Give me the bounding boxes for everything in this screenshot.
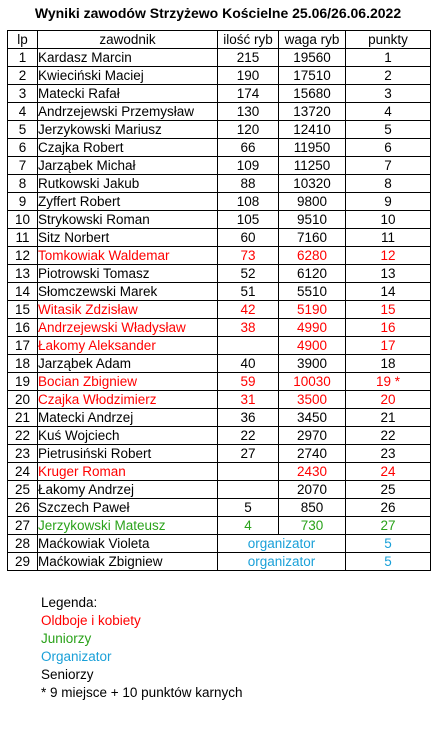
table-row (8, 481, 431, 499)
row-lp: 25 (8, 481, 38, 499)
legend-senior: Seniorzy (41, 667, 94, 682)
table-row (8, 211, 431, 229)
row-lp: 10 (8, 211, 38, 229)
row-name: Matecki Rafał (38, 85, 218, 103)
table-row (8, 157, 431, 175)
row-name: Zyffert Robert (38, 193, 218, 211)
row-fish-weight: 6280 (279, 247, 346, 265)
row-points: 22 (346, 427, 431, 445)
row-lp: 6 (8, 139, 38, 157)
row-fish-weight: 12410 (279, 121, 346, 139)
row-fish-count: 5 (218, 499, 279, 517)
row-lp: 22 (8, 427, 38, 445)
row-name: Bocian Zbigniew (38, 373, 218, 391)
table-row (8, 445, 431, 463)
row-fish-weight: 9800 (279, 193, 346, 211)
row-lp: 7 (8, 157, 38, 175)
row-fish-weight: 15680 (279, 85, 346, 103)
row-name: Czajka Włodzimierz (38, 391, 218, 409)
row-name: Czajka Robert (38, 139, 218, 157)
row-fish-weight: 730 (279, 517, 346, 535)
row-points: 11 (346, 229, 431, 247)
row-name: Maćkowiak Zbigniew (38, 553, 218, 571)
row-lp: 29 (8, 553, 38, 571)
table-row (8, 499, 431, 517)
legend (41, 594, 242, 702)
row-fish-count: 88 (218, 175, 279, 193)
row-name: Kardasz Marcin (38, 49, 218, 67)
column-header-fish-count: ilość ryb (218, 31, 279, 49)
row-lp: 8 (8, 175, 38, 193)
row-fish-count: 36 (218, 409, 279, 427)
row-organizer-label: organizator (218, 553, 346, 571)
row-lp: 12 (8, 247, 38, 265)
row-lp: 20 (8, 391, 38, 409)
row-points: 5 (346, 535, 431, 553)
row-points: 21 (346, 409, 431, 427)
results-body (8, 49, 431, 571)
table-row (8, 229, 431, 247)
table-row (8, 247, 431, 265)
legend-note: * 9 miejsce + 10 punktów karnych (41, 685, 243, 700)
row-fish-weight: 2430 (279, 463, 346, 481)
row-fish-weight: 11250 (279, 157, 346, 175)
row-fish-weight: 6120 (279, 265, 346, 283)
row-fish-count: 174 (218, 85, 279, 103)
row-name: Piotrowski Tomasz (38, 265, 218, 283)
row-name: Andrzejewski Władysław (38, 319, 218, 337)
row-points: 18 (346, 355, 431, 373)
row-lp: 27 (8, 517, 38, 535)
row-points: 3 (346, 85, 431, 103)
row-lp: 17 (8, 337, 38, 355)
column-header-name: zawodnik (38, 31, 218, 49)
row-fish-count: 120 (218, 121, 279, 139)
row-lp: 11 (8, 229, 38, 247)
row-lp: 15 (8, 301, 38, 319)
table-row (8, 355, 431, 373)
row-lp: 2 (8, 67, 38, 85)
table-row (8, 301, 431, 319)
row-fish-count: 66 (218, 139, 279, 157)
row-fish-weight: 4990 (279, 319, 346, 337)
row-points: 8 (346, 175, 431, 193)
row-fish-count: 59 (218, 373, 279, 391)
row-fish-weight: 3500 (279, 391, 346, 409)
table-row (8, 373, 431, 391)
row-fish-count: 42 (218, 301, 279, 319)
legend-oldboy: Oldboje i kobiety (41, 613, 141, 628)
table-row (8, 409, 431, 427)
row-fish-count (218, 481, 279, 499)
row-points: 9 (346, 193, 431, 211)
row-points: 13 (346, 265, 431, 283)
row-points: 15 (346, 301, 431, 319)
table-row (8, 463, 431, 481)
row-points: 26 (346, 499, 431, 517)
row-lp: 9 (8, 193, 38, 211)
row-name: Sitz Norbert (38, 229, 218, 247)
row-points: 23 (346, 445, 431, 463)
row-points: 1 (346, 49, 431, 67)
row-fish-weight: 2070 (279, 481, 346, 499)
row-points: 7 (346, 157, 431, 175)
row-lp: 18 (8, 355, 38, 373)
row-fish-weight: 7160 (279, 229, 346, 247)
row-name: Kruger Roman (38, 463, 218, 481)
row-lp: 23 (8, 445, 38, 463)
row-name: Kuś Wojciech (38, 427, 218, 445)
row-name: Maćkowiak Violeta (38, 535, 218, 553)
row-points: 27 (346, 517, 431, 535)
row-lp: 26 (8, 499, 38, 517)
row-lp: 3 (8, 85, 38, 103)
row-points: 12 (346, 247, 431, 265)
row-lp: 1 (8, 49, 38, 67)
column-header-fish-weight: waga ryb (279, 31, 346, 49)
row-name: Szczech Paweł (38, 499, 218, 517)
row-points: 5 (346, 553, 431, 571)
results-table (7, 30, 431, 571)
row-fish-weight: 9510 (279, 211, 346, 229)
row-fish-weight: 17510 (279, 67, 346, 85)
row-fish-count: 52 (218, 265, 279, 283)
table-row (8, 139, 431, 157)
row-organizer-label: organizator (218, 535, 346, 553)
row-name: Jarząbek Adam (38, 355, 218, 373)
table-row (8, 121, 431, 139)
row-points: 10 (346, 211, 431, 229)
table-row (8, 535, 431, 553)
column-header-points: punkty (346, 31, 431, 49)
row-fish-count: 130 (218, 103, 279, 121)
row-name: Andrzejewski Przemysław (38, 103, 218, 121)
row-name: Łakomy Aleksander (38, 337, 218, 355)
row-fish-count: 27 (218, 445, 279, 463)
row-fish-weight: 10320 (279, 175, 346, 193)
row-name: Jerzykowski Mateusz (38, 517, 218, 535)
row-points: 16 (346, 319, 431, 337)
row-lp: 4 (8, 103, 38, 121)
row-fish-weight: 2970 (279, 427, 346, 445)
row-fish-count: 190 (218, 67, 279, 85)
row-fish-count: 215 (218, 49, 279, 67)
row-points: 25 (346, 481, 431, 499)
column-header-lp: lp (8, 31, 38, 49)
table-row (8, 67, 431, 85)
table-row (8, 193, 431, 211)
row-points: 17 (346, 337, 431, 355)
row-fish-count: 4 (218, 517, 279, 535)
row-fish-weight: 4900 (279, 337, 346, 355)
page-title: Wyniki zawodów Strzyżewo Kościelne 25.06/26.06.2022 (34, 5, 402, 21)
row-fish-weight: 19560 (279, 49, 346, 67)
table-header-row (8, 31, 431, 49)
row-name: Pietrusiński Robert (38, 445, 218, 463)
table-row (8, 319, 431, 337)
row-fish-weight: 11950 (279, 139, 346, 157)
row-points: 14 (346, 283, 431, 301)
row-points: 2 (346, 67, 431, 85)
row-fish-weight: 850 (279, 499, 346, 517)
row-name: Strykowski Roman (38, 211, 218, 229)
row-points: 6 (346, 139, 431, 157)
row-lp: 16 (8, 319, 38, 337)
row-fish-count: 108 (218, 193, 279, 211)
row-fish-weight: 5190 (279, 301, 346, 319)
row-fish-count: 105 (218, 211, 279, 229)
row-fish-count: 38 (218, 319, 279, 337)
table-row (8, 265, 431, 283)
row-lp: 13 (8, 265, 38, 283)
row-lp: 14 (8, 283, 38, 301)
row-fish-weight: 5510 (279, 283, 346, 301)
row-fish-weight: 2740 (279, 445, 346, 463)
row-fish-count: 22 (218, 427, 279, 445)
row-name: Jerzykowski Mariusz (38, 121, 218, 139)
row-fish-weight: 3900 (279, 355, 346, 373)
row-lp: 28 (8, 535, 38, 553)
row-points: 20 (346, 391, 431, 409)
row-points: 5 (346, 121, 431, 139)
table-row (8, 103, 431, 121)
row-name: Łakomy Andrzej (38, 481, 218, 499)
row-name: Jarząbek Michał (38, 157, 218, 175)
row-fish-count (218, 463, 279, 481)
table-row (8, 283, 431, 301)
row-name: Tomkowiak Waldemar (38, 247, 218, 265)
row-fish-count: 73 (218, 247, 279, 265)
row-name: Słomczewski Marek (38, 283, 218, 301)
row-fish-weight: 3450 (279, 409, 346, 427)
table-row (8, 427, 431, 445)
row-lp: 21 (8, 409, 38, 427)
row-fish-count: 60 (218, 229, 279, 247)
row-fish-count: 51 (218, 283, 279, 301)
row-lp: 24 (8, 463, 38, 481)
row-name: Kwieciński Maciej (38, 67, 218, 85)
row-fish-count: 109 (218, 157, 279, 175)
table-row (8, 553, 431, 571)
row-points: 19 * (346, 373, 431, 391)
table-row (8, 49, 431, 67)
row-points: 24 (346, 463, 431, 481)
legend-organizer: Organizator (41, 649, 112, 664)
row-fish-weight: 10030 (279, 373, 346, 391)
row-lp: 19 (8, 373, 38, 391)
table-row (8, 337, 431, 355)
table-row (8, 391, 431, 409)
legend-junior: Juniorzy (41, 631, 92, 646)
table-row (8, 175, 431, 193)
row-name: Witasik Zdzisław (38, 301, 218, 319)
row-fish-weight: 13720 (279, 103, 346, 121)
row-points: 4 (346, 103, 431, 121)
row-lp: 5 (8, 121, 38, 139)
table-row (8, 517, 431, 535)
legend-title: Legenda: (41, 595, 98, 610)
row-name: Rutkowski Jakub (38, 175, 218, 193)
row-fish-count (218, 337, 279, 355)
row-fish-count: 31 (218, 391, 279, 409)
row-name: Matecki Andrzej (38, 409, 218, 427)
row-fish-count: 40 (218, 355, 279, 373)
table-row (8, 85, 431, 103)
